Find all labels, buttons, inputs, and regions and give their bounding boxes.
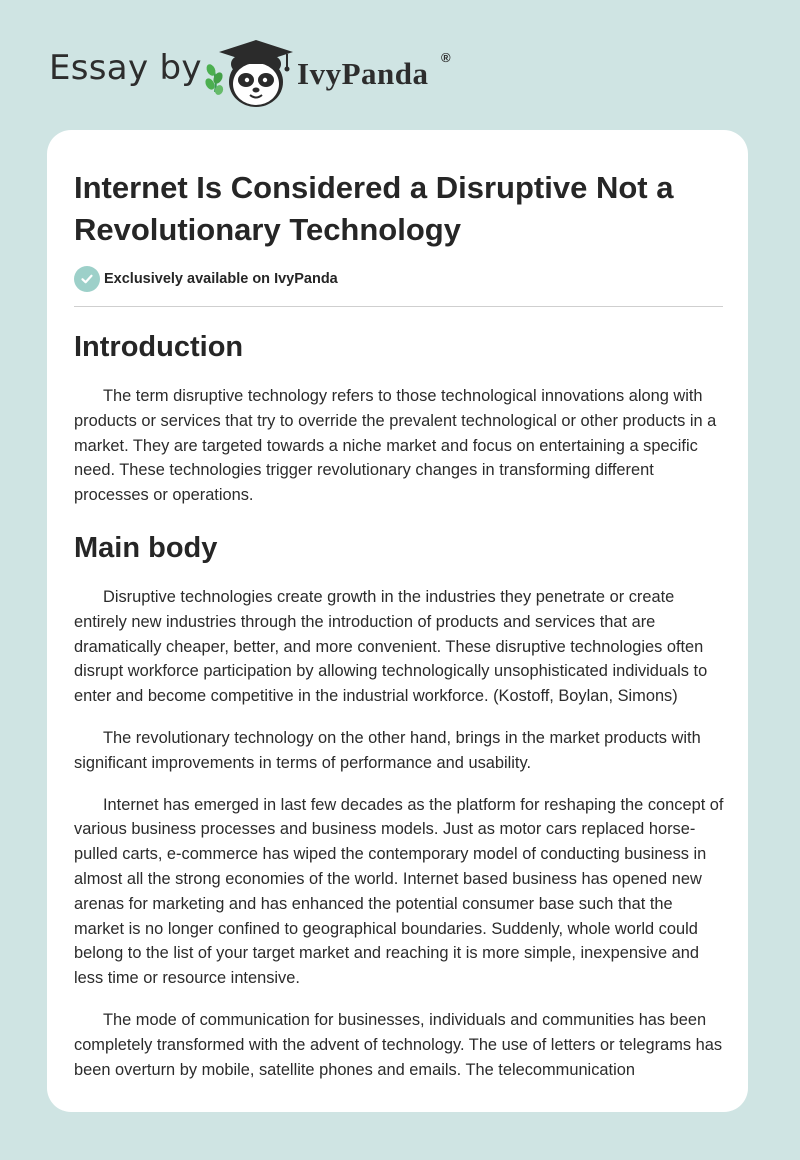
brand-prefix: Essay by [49, 48, 202, 88]
registered-mark: ® [441, 50, 451, 65]
brand-name: IvyPanda [297, 56, 429, 91]
section-heading-introduction: Introduction [74, 331, 244, 363]
panda-graduate-logo-icon [203, 34, 299, 110]
essay-content [74, 130, 724, 1082]
exclusive-text: Exclusively available on IvyPanda [104, 271, 338, 287]
paragraph: The revolutionary technology on the other hand, brings in the market products with significant improvements in terms of performance and usability. [74, 728, 701, 772]
essay-title: Internet Is Considered a Disruptive Not a Revolutionary Technology [74, 170, 674, 247]
brand-header[interactable] [49, 34, 509, 110]
paragraph: Internet has emerged in last few decades as the platform for reshaping the concept of various business processes and business models. Just as motor cars replaced horse-pulled carts, e-commerce has wiped the contemporary model of conducting business in almost all the strong economies of the world. Internet based business has opened new arenas for marketing and has enhanced the potential consumer base such that the market is no longer confined to geographical boundaries. Suddenly, whole world could belong to the list of your target market and reaching it is more simple, inexpensive and less time or resource intensive. [74, 795, 724, 988]
section-heading-main-body: Main body [74, 531, 218, 564]
exclusive-badge [74, 265, 724, 293]
paragraph: The term disruptive technology refers to those technological innovations along with products or services that try to override the prevalent technological or other products in a market. They are targeted towards a niche market and focus on entertaining a specific need. These technologies trigger revolutionary changes in transforming different processes or operations. [74, 387, 717, 505]
paragraph: Disruptive technologies create growth in the industries they penetrate or create entirely new industries through the introduction of products and services that are dramatically cheaper, better, and more convenient. These disruptive technologies often disrupt workforce participation by allowing technologically unsophisticated individuals to enter and become competitive in the industrial workforce. (Kostoff, Boylan, Simons) [74, 587, 708, 706]
checkmark-icon [74, 266, 100, 292]
essay-card [47, 130, 748, 1112]
divider [74, 306, 723, 307]
paragraph: The mode of communication for businesses, individuals and communities has been completely transformed with the advent of technology. The use of letters or telegrams has been overturn by mobile, satellite phones and emails. The telecommunication [74, 1010, 723, 1079]
